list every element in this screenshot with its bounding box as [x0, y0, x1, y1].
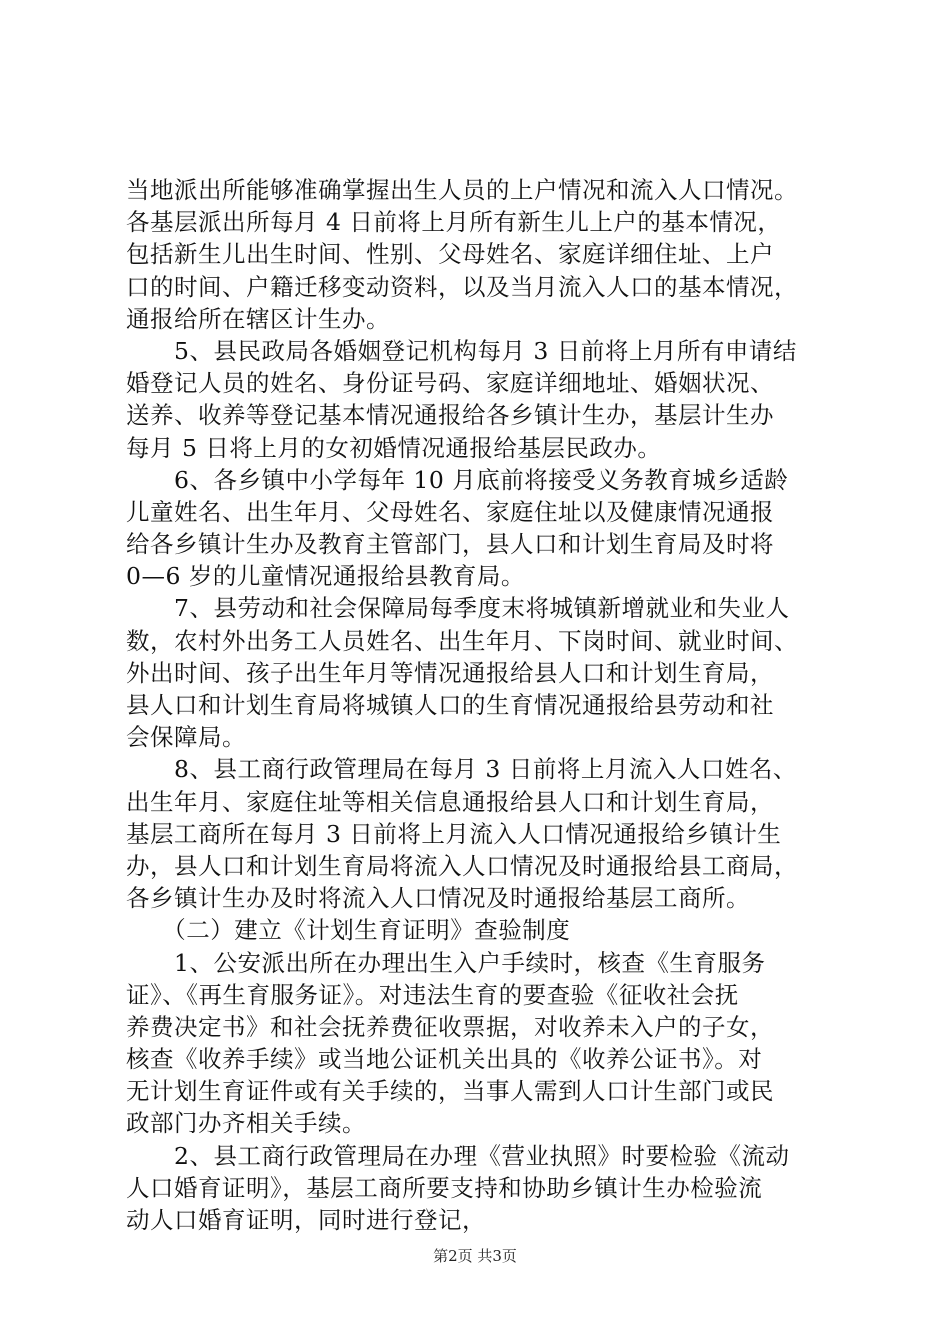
document-body [126, 174, 838, 1236]
text-line: 出生年月、家庭住址等相关信息通报给县人口和计划生育局， [126, 787, 774, 816]
text-line: 会保障局。 [126, 723, 246, 752]
text-line: 给各乡镇计生办及教育主管部门，县人口和计划生育局及时将 [126, 530, 774, 559]
text-line: 动人口婚育证明，同时进行登记， [126, 1206, 486, 1234]
text-line: 5、县民政局各婚姻登记机构每月 3 日前将上月所有申请结 [126, 336, 797, 365]
text-line: 养费决定书》和社会抚养费征收票据，对收养未入户的子女， [126, 1012, 774, 1041]
text-line: 当地派出所能够准确掌握出生人员的上户情况和流入人口情况。 [126, 176, 798, 204]
text-line: 儿童姓名、出生年月、父母姓名、家庭住址以及健康情况通报 [126, 497, 774, 526]
text-line: 县人口和计划生育局将城镇人口的生育情况通报给县劳动和社 [126, 691, 774, 719]
text-line: 7、县劳动和社会保障局每季度末将城镇新增就业和失业人 [126, 594, 790, 623]
text-line: 外出时间、孩子出生年月等情况通报给县人口和计划生育局， [126, 658, 774, 687]
text-line: 政部门办齐相关手续。 [126, 1109, 366, 1138]
text-line: 口的时间、户籍迁移变动资料，以及当月流入人口的基本情况， [126, 272, 798, 301]
text-line: 1、公安派出所在办理出生入户手续时，核查《生育服务 [126, 948, 766, 977]
text-line: 各乡镇计生办及时将流入人口情况及时通报给基层工商所。 [126, 884, 750, 913]
page-footer: 第2页 共3页 [433, 1247, 517, 1265]
text-line: 送养、收养等登记基本情况通报给各乡镇计生办，基层计生办 [126, 401, 774, 430]
text-line: 2、县工商行政管理局在办理《营业执照》时要检验《流动 [126, 1141, 790, 1170]
text-line: 办，县人口和计划生育局将流入人口情况及时通报给县工商局， [126, 851, 798, 880]
text-line: 0—6 岁的儿童情况通报给县教育局。 [126, 562, 525, 591]
text-line: 无计划生育证件或有关手续的，当事人需到人口计生部门或民 [126, 1077, 774, 1106]
text-line: 8、县工商行政管理局在每月 3 日前将上月流入人口姓名、 [126, 755, 797, 784]
text-line: 数，农村外出务工人员姓名、出生年月、下岗时间、就业时间、 [126, 626, 798, 655]
text-line: 各基层派出所每月 4 日前将上月所有新生儿上户的基本情况， [126, 208, 782, 237]
text-line: 6、各乡镇中小学每年 10 月底前将接受义务教育城乡适龄 [126, 465, 789, 494]
text-line: 通报给所在辖区计生办。 [126, 304, 390, 333]
text-line: 婚登记人员的姓名、身份证号码、家庭详细地址、婚姻状况、 [126, 369, 774, 398]
text-line: 核查《收养手续》或当地公证机关出具的《收养公证书》。对 [126, 1045, 763, 1074]
text-line: 每月 5 日将上月的女初婚情况通报给基层民政办。 [126, 433, 662, 462]
text-line: 证》、《再生育服务证》。对违法生育的要查验《征收社会抚 [126, 980, 739, 1009]
text-line: 人口婚育证明》，基层工商所要支持和协助乡镇计生办检验流 [126, 1173, 763, 1202]
text-line: 包括新生儿出生时间、性别、父母姓名、家庭详细住址、上户 [126, 240, 774, 269]
text-line: 基层工商所在每月 3 日前将上月流入人口情况通报给乡镇计生 [126, 819, 782, 848]
text-line: （二）建立《计划生育证明》查验制度 [126, 916, 571, 945]
